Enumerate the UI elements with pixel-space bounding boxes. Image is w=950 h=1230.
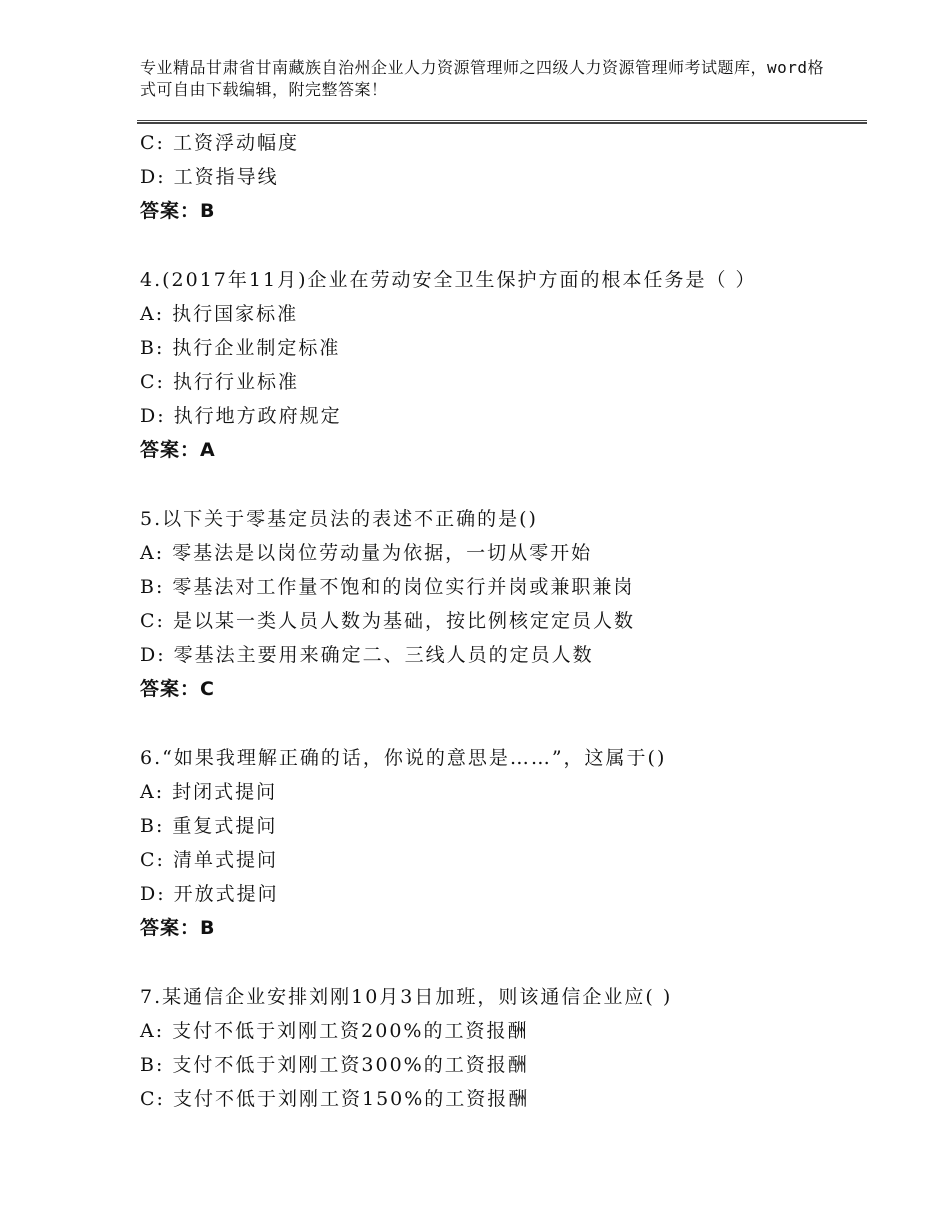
question-block [140, 741, 840, 945]
answer-label: 答案：B [140, 917, 216, 939]
option-c: C: 支付不低于刘刚工资150%的工资报酬 [140, 1088, 530, 1110]
option-c: C: 是以某一类人员人数为基础，按比例核定定员人数 [140, 610, 635, 632]
question-stem: 5.以下关于零基定员法的表述不正确的是() [140, 508, 538, 530]
answer-label: 答案：C [140, 678, 215, 700]
question-list [140, 126, 840, 1116]
option-a: A: 零基法是以岗位劳动量为依据，一切从零开始 [140, 542, 593, 564]
question-stem: 4.(2017年11月)企业在劳动安全卫生保护方面的根本任务是（ ） [140, 269, 757, 291]
option-a: A: 封闭式提问 [140, 781, 278, 803]
question-block [140, 263, 840, 467]
question-block [140, 980, 840, 1116]
answer-label: 答案：A [140, 439, 216, 461]
option-a: A: 支付不低于刘刚工资200%的工资报酬 [140, 1020, 529, 1042]
question-block [140, 126, 840, 228]
spacer [140, 228, 840, 263]
option-b: B: 重复式提问 [140, 815, 278, 837]
option-a: A: 执行国家标准 [140, 303, 299, 325]
option-b: B: 支付不低于刘刚工资300%的工资报酬 [140, 1054, 529, 1076]
option-d: D: 执行地方政府规定 [140, 405, 342, 427]
option-c: C: 工资浮动幅度 [140, 132, 299, 154]
option-d: D: 零基法主要用来确定二、三线人员的定员人数 [140, 644, 594, 666]
answer-label: 答案：B [140, 200, 216, 222]
header-divider [137, 120, 867, 124]
question-stem: 7.某通信企业安排刘刚10月3日加班，则该通信企业应( ) [140, 986, 673, 1008]
question-block [140, 502, 840, 706]
option-b: B: 执行企业制定标准 [140, 337, 341, 359]
option-d: D: 开放式提问 [140, 883, 279, 905]
option-c: C: 清单式提问 [140, 849, 278, 871]
option-c: C: 执行行业标准 [140, 371, 299, 393]
spacer [140, 706, 840, 741]
question-stem: 6.“如果我理解正确的话，你说的意思是……”，这属于() [140, 747, 667, 769]
option-d: D: 工资指导线 [140, 166, 279, 188]
page-header: 专业精品甘肃省甘南藏族自治州企业人力资源管理师之四级人力资源管理师考试题库，word格式可自由下载编辑，附完整答案！ [140, 58, 825, 99]
spacer [140, 467, 840, 502]
spacer [140, 945, 840, 980]
option-b: B: 零基法对工作量不饱和的岗位实行并岗或兼职兼岗 [140, 576, 635, 598]
